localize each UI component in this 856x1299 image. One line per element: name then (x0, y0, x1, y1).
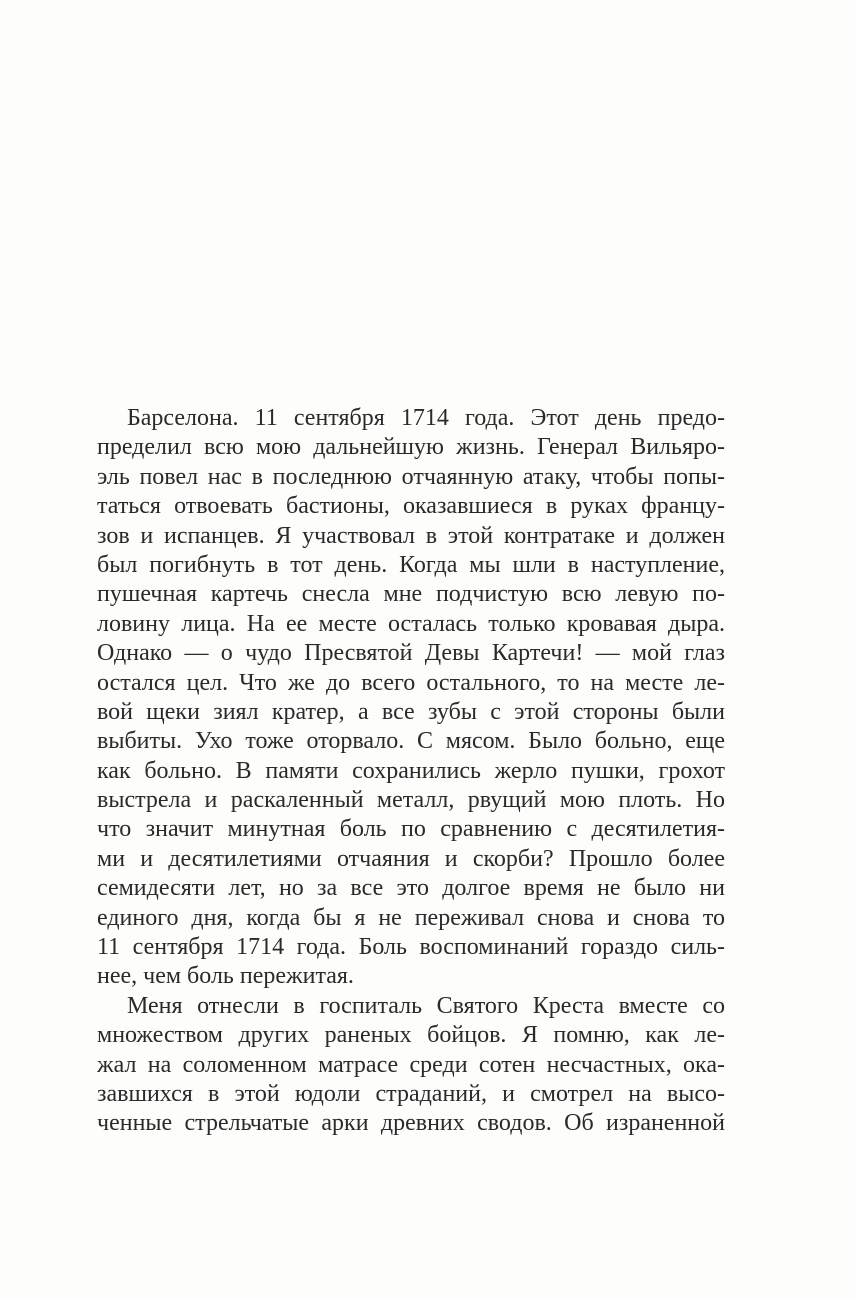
text-line: единого дня, когда бы я не переживал снова и снова то (97, 904, 725, 931)
text-line: выстрела и раскаленный металл, рвущий мою плоть. Но (97, 787, 725, 814)
text-line: 11 сентября 1714 года. Боль воспоминаний гораздо силь- (97, 934, 725, 961)
text-line: вой щеки зиял кратер, а все зубы с этой стороны были (97, 698, 725, 725)
text-line: семидесяти лет, но за все это долгое время не было ни (97, 875, 725, 902)
text-line: остался цел. Что же до всего остального, то на месте ле- (97, 669, 725, 696)
text-line: ловину лица. На ее месте осталась только кровавая дыра. (97, 610, 725, 637)
text-line: ченные стрельчатые арки древних сводов. Об израненной (97, 1110, 725, 1137)
paragraph (97, 992, 725, 1139)
text-line: Меня отнесли в госпиталь Святого Креста вместе со (127, 992, 725, 1019)
text-line: эль повел нас в последнюю отчаянную атаку, чтобы попы- (97, 463, 725, 490)
text-line: Однако — о чудо Пресвятой Девы Картечи! — мой глаз (97, 640, 725, 667)
text-line: выбиты. Ухо тоже оторвало. С мясом. Было больно, еще (97, 728, 725, 755)
text-line: завшихся в этой юдоли страданий, и смотрел на высо- (97, 1080, 725, 1107)
body-text (97, 404, 725, 1139)
text-line: пушечная картечь снесла мне подчистую всю левую по- (97, 581, 725, 608)
text-line: как больно. В памяти сохранились жерло пушки, грохот (97, 757, 725, 784)
text-line: жал на соломенном матрасе среди сотен несчастных, ока- (97, 1051, 725, 1078)
text-line: пределил всю мою дальнейшую жизнь. Генерал Вильяро- (97, 434, 725, 461)
text-line: множеством других раненых бойцов. Я помню, как ле- (97, 1022, 725, 1049)
text-line: зов и испанцев. Я участвовал в этой контратаке и должен (97, 522, 725, 549)
text-line: был погибнуть в тот день. Когда мы шли в наступление, (97, 551, 725, 578)
paragraph (97, 404, 725, 992)
text-line: нее, чем боль пережитая. (97, 963, 354, 990)
text-line: Барселона. 11 сентября 1714 года. Этот день предо- (127, 405, 725, 431)
text-line: таться отвоевать бастионы, оказавшиеся в руках францу- (97, 493, 725, 520)
text-line: ми и десятилетиями отчаяния и скорби? Прошло более (97, 845, 725, 872)
text-line: что значит минутная боль по сравнению с десятилетия- (97, 816, 725, 843)
